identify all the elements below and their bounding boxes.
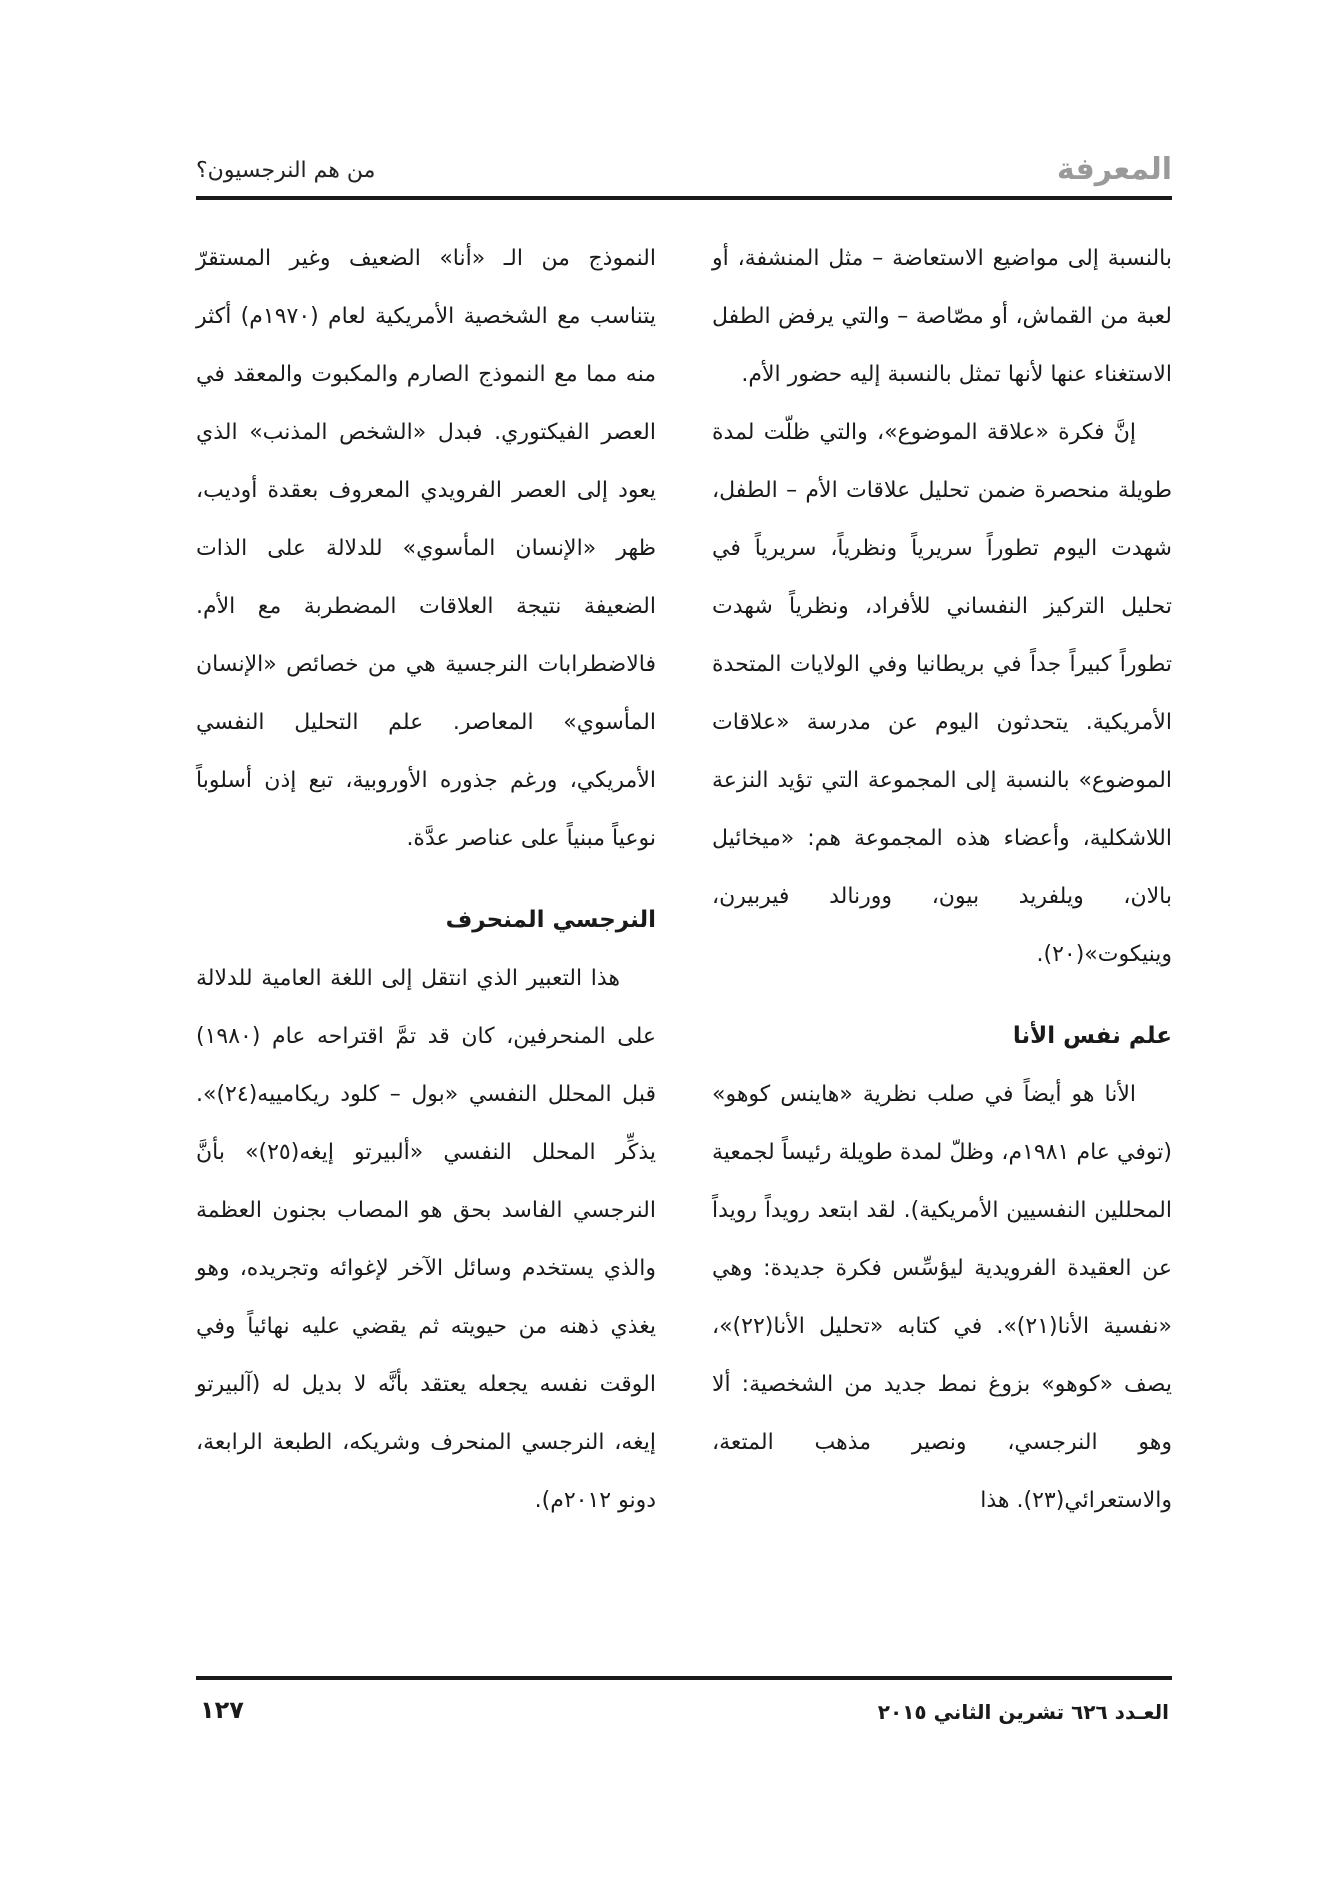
paragraph: إنَّ فكرة «علاقة الموضوع»، والتي ظلّت لمدة طويلة منحصرة ضمن تحليل علاقات الأم – الطفل، شهدت اليوم تطوراً سريرياً ونظرياً، سريرياً في تحليل التركيز النفساني للأفراد، ونظرياً شهدت تطوراً كبيراً جداً في بريطانيا وفي الولايات المتحدة الأمريكية. يتحدثون اليوم عن مدرسة «علاقات الموضوع» بالنسبة إلى المجموعة التي تؤيد النزعة اللاشكلية، وأعضاء هذه المجموعة هم: «ميخائيل بالان، ويلفريد بيون، وورنالد فيربيرن، وينيكوت»(٢٠).	[712, 420, 1172, 967]
section-heading-perverse-narcissist: النرجسي المنحرف	[445, 907, 656, 933]
page-header	[196, 150, 1172, 194]
paragraph: بالنسبة إلى مواضيع الاستعاضة – مثل المنشفة، أو لعبة من القماش، أو مصّاصة – والتي يرفض الطفل الاستغناء عنها لأنها تمثل بالنسبة إليه حضور الأم.	[712, 246, 1172, 387]
issue-info: العـدد ٦٢٦ تشرين الثاني ٢٠١٥	[877, 1700, 1169, 1724]
header-rule	[196, 196, 1172, 200]
footer-rule	[196, 1676, 1172, 1680]
paragraph: النموذج من الـ «أنا» الضعيف وغير المستقرّ يتناسب مع الشخصية الأمريكية لعام (١٩٧٠م) أكثر منه مما مع النموذج الصارم والمكبوت والمعقد في العصر الفيكتوري. فبدل «الشخص المذنب» الذي يعود إلى العصر الفرويدي المعروف بعقدة أوديب، ظهر «الإنسان المأسوي» للدلالة على الذات الضعيفة نتيجة العلاقات المضطربة مع الأم. فالاضطرابات النرجسية هي من خصائص «الإنسان المأسوي» المعاصر. علم التحليل النفسي الأمريكي، ورغم جذوره الأوروبية، تبع إذن أسلوباً نوعياً مبنياً على عناصر عدَّة.	[196, 246, 657, 851]
paragraph: الأنا هو أيضاً في صلب نظرية «هاينس كوهو» (توفي عام ١٩٨١م، وظلّ لمدة طويلة رئيساً لجمعية المحللين النفسيين الأمريكية). لقد ابتعد رويداً رويداً عن العقيدة الفرويدية ليؤسِّس فكرة جديدة: وهي «نفسية الأنا(٢١)». في كتابه «تحليل الأنا(٢٢)»، يصف «كوهو» بزوغ نمط جديد من الشخصية: ألا وهو النرجسي، ونصير مذهب المتعة، والاستعرائي(٢٣). هذا	[712, 1082, 1173, 1513]
right-column	[712, 230, 1172, 1530]
left-column	[196, 230, 656, 1530]
section-heading-ego-psychology: علم نفس الأنا	[1012, 1023, 1172, 1049]
page-number: ١٢٧	[200, 1696, 244, 1724]
running-title: من هم النرجسيون؟	[196, 158, 376, 183]
magazine-logo: المعرفة	[1056, 152, 1172, 187]
paragraph: هذا التعبير الذي انتقل إلى اللغة العامية للدلالة على المنحرفين، كان قد تمَّ اقتراحه عام (١٩٨٠) قبل المحلل النفسي «بول – كلود ريكامييه(٢٤)». يذكِّر المحلل النفسي «ألبيرتو إيغه(٢٥)» بأنَّ النرجسي الفاسد بحق هو المصاب بجنون العظمة والذي يستخدم وسائل الآخر لإغوائه وتجريده، وهو يغذي ذهنه من حيويته ثم يقضي عليه نهائياً وفي الوقت نفسه يجعله يعتقد بأنَّه لا بديل له (آلبيرتو إيغه، النرجسي المنحرف وشريكه، الطبعة الرابعة، دونو ٢٠١٢م).	[196, 966, 656, 1513]
